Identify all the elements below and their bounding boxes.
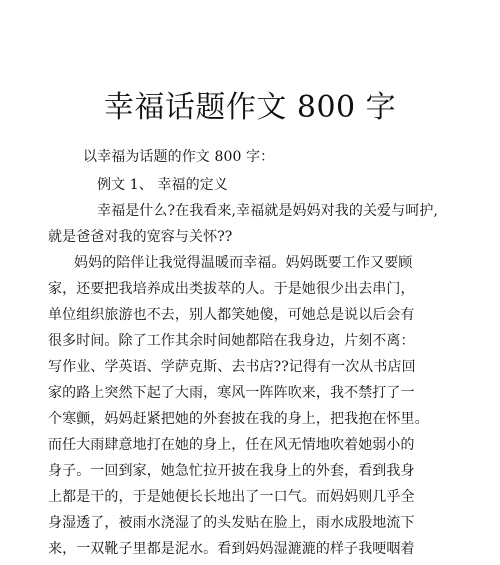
body-line: 单位组织旅游也不去，别人都笑她傻，可她总是说以后会有 [48, 307, 415, 323]
body-line: 家，还要把我培养成出类拔萃的人。于是她很少出去串门， [48, 281, 415, 297]
document-title: 幸福话题作文 800 字 [103, 90, 397, 125]
body-line: 写作业、学英语、学萨克斯、去书店??记得有一次从书店回 [48, 359, 416, 375]
body-line: 上都是干的，于是她便长长地出了一口气。而妈妈则几乎全 [48, 489, 415, 505]
example-heading: 例文 1、 幸福的定义 [97, 177, 228, 193]
body-line: 很多时间。除了工作其余时间她都陪在我身边，片刻不离： [48, 333, 415, 349]
body-line: 家的路上突然下起了大雨，寒风一阵阵吹来，我不禁打了一 [48, 385, 415, 401]
intro-line: 以幸福为话题的作文 800 字： [83, 149, 275, 165]
body-line: 幸福是什么?在我看来,幸福就是妈妈对我的关爱与呵护, [97, 203, 439, 219]
body-line: 个寒颤，妈妈赶紧把她的外套披在我的身上，把我抱在怀里。 [48, 411, 429, 427]
body-line: 妈妈的陪伴让我觉得温暖而幸福。妈妈既要工作又要顾 [74, 255, 413, 271]
body-line: 就是爸爸对我的宽容与关怀?? [48, 229, 233, 245]
body-line: 来，一双靴子里都是泥水。看到妈妈湿漉漉的样子我哽咽着 [48, 541, 415, 557]
body-line: 身子。一回到家，她急忙拉开披在我身上的外套，看到我身 [48, 463, 415, 479]
body-line: 而任大雨肆意地打在她的身上，任在风无情地吹着她弱小的 [48, 437, 415, 453]
body-line: 身湿透了，被雨水浇湿了的头发贴在脸上，雨水成股地流下 [48, 515, 415, 531]
